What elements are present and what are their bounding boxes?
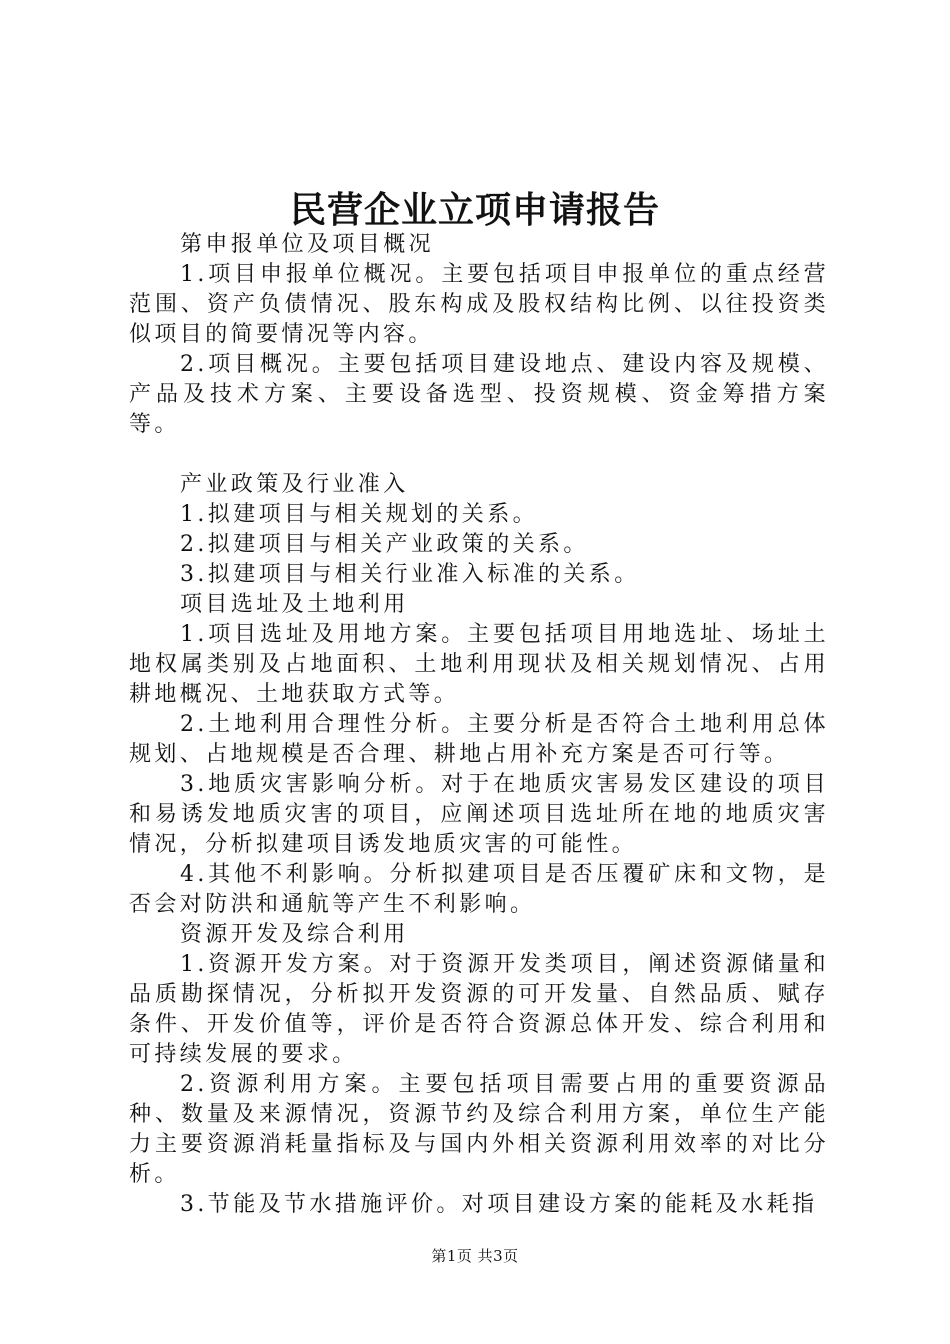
document-body	[129, 230, 829, 1220]
section-heading-applicant-overview: 第申报单位及项目概况	[180, 232, 435, 257]
section-heading-site-land-use: 项目选址及土地利用	[180, 592, 409, 617]
paragraph-access-standard-relation: 3.拟建项目与相关行业准入标准的关系。	[180, 562, 640, 587]
page-footer: 第1页 共3页	[431, 1247, 519, 1265]
paragraph-geologic-hazard: 3.地质灾害影响分析。对于在地质灾害易发区建设的项目和易诱发地质灾害的项目，应阐述项目选址所在地的地质灾害情况，分析拟建项目诱发地质灾害的可能性。	[129, 772, 829, 857]
paragraph-policy-relation: 2.拟建项目与相关产业政策的关系。	[180, 532, 589, 557]
paragraph-applicant-profile: 1.项目申报单位概况。主要包括项目申报单位的重点经营范围、资产负债情况、股东构成及股权结构比例、以往投资类似项目的简要情况等内容。	[129, 262, 829, 347]
section-heading-industry-policy: 产业政策及行业准入	[180, 472, 409, 497]
paragraph-other-impacts: 4.其他不利影响。分析拟建项目是否压覆矿床和文物，是否会对防洪和通航等产生不利影响。	[129, 862, 829, 917]
paragraph-planning-relation: 1.拟建项目与相关规划的关系。	[180, 502, 538, 527]
paragraph-resource-utilization-plan: 2.资源利用方案。主要包括项目需要占用的重要资源品种、数量及来源情况，资源节约及综合利用方案，单位生产能力主要资源消耗量指标及与国内外相关资源利用效率的对比分析。	[129, 1072, 829, 1187]
section-heading-resource-development: 资源开发及综合利用	[180, 922, 409, 947]
paragraph-resource-development-plan: 1.资源开发方案。对于资源开发类项目，阐述资源储量和品质勘探情况，分析拟开发资源的可开发量、自然品质、赋存条件、开发价值等，评价是否符合资源总体开发、综合利用和可持续发展的要求。	[129, 952, 829, 1067]
paragraph-energy-water-saving: 3.节能及节水措施评价。对项目建设方案的能耗及水耗指	[180, 1192, 818, 1217]
paragraph-project-profile: 2.项目概况。主要包括项目建设地点、建设内容及规模、产品及技术方案、主要设备选型、投资规模、资金筹措方案等。	[129, 352, 829, 437]
paragraph-land-use-rationality: 2.土地利用合理性分析。主要分析是否符合土地利用总体规划、占地规模是否合理、耕地占用补充方案是否可行等。	[129, 712, 829, 767]
document-title: 民营企业立项申请报告	[289, 189, 660, 231]
paragraph-site-plan: 1.项目选址及用地方案。主要包括项目用地选址、场址土地权属类别及占地面积、土地利用现状及相关规划情况、占用耕地概况、土地获取方式等。	[129, 622, 829, 707]
